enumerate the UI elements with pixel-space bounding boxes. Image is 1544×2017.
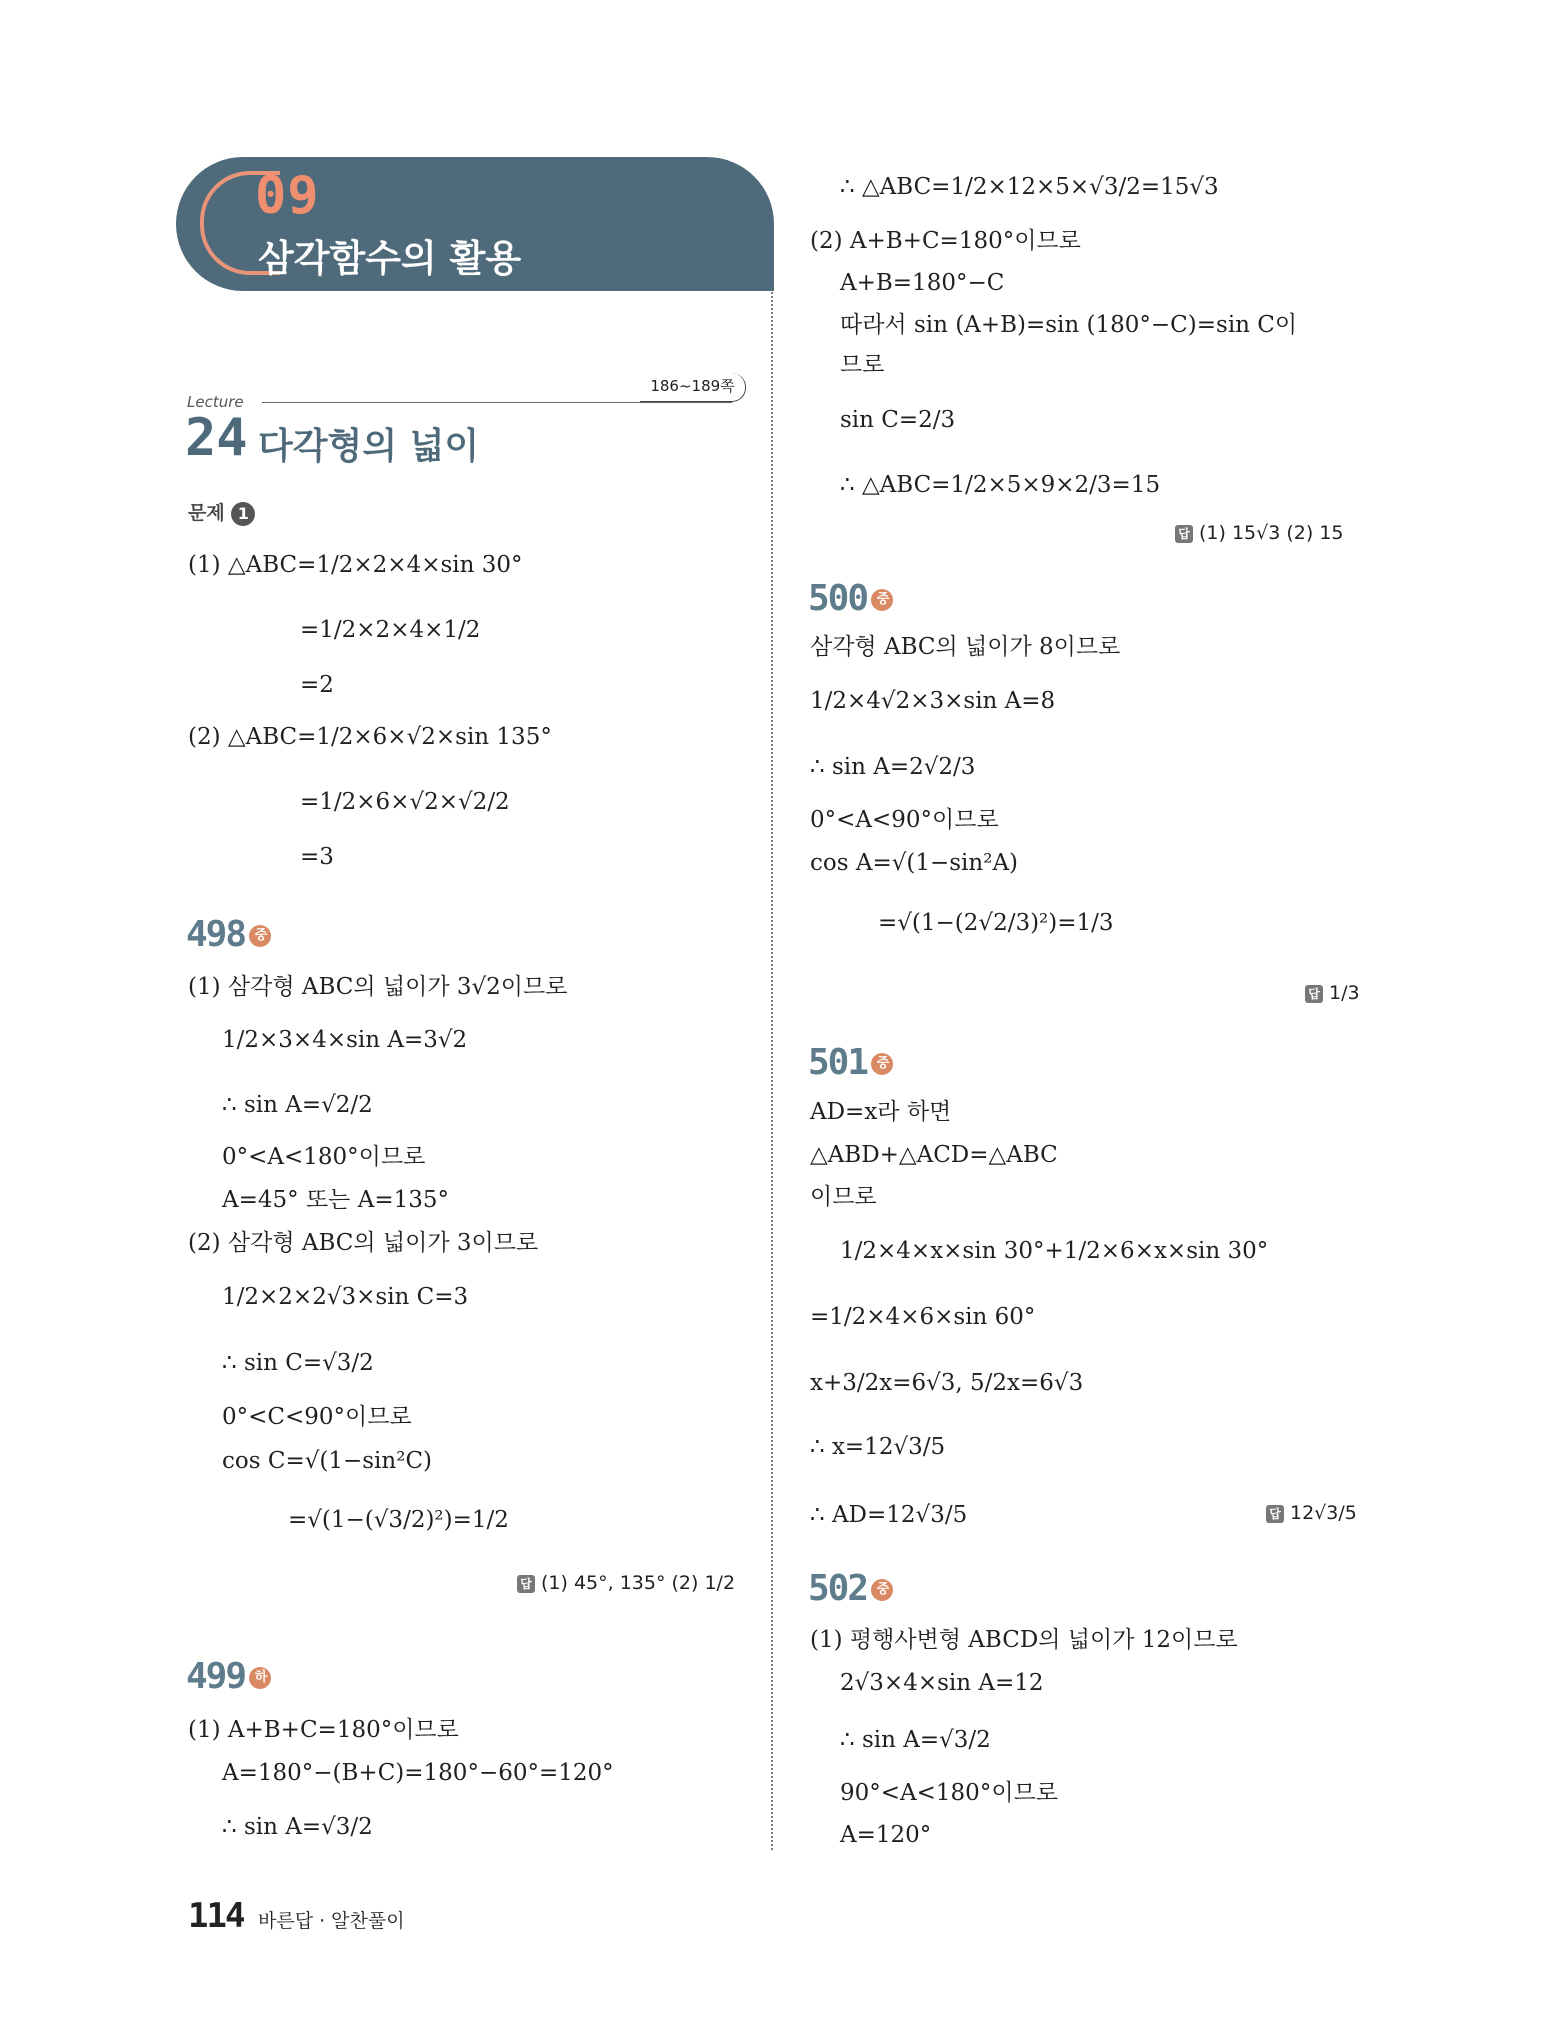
- problem-number-text: 500: [808, 578, 868, 619]
- problem-number: [808, 1042, 893, 1083]
- solution-line: ∴ sin C=√3/2: [222, 1350, 374, 1376]
- chapter-title: 삼각함수의 활용: [258, 237, 522, 280]
- problem-number: [808, 1568, 893, 1609]
- solution-line: ∴ △ABC=1/2×5×9×2/3=15: [840, 472, 1161, 498]
- solution-line: cos C=√(1−sin²C): [222, 1448, 433, 1474]
- solution-line: ∴ sin A=√3/2: [222, 1814, 373, 1840]
- solution-line: 이므로: [810, 1184, 877, 1210]
- solution-line: =√(1−(√3/2)²)=1/2: [288, 1507, 509, 1533]
- solution-line: x+3/2x=6√3, 5/2x=6√3: [810, 1370, 1084, 1396]
- solution-line: (1) 평행사변형 ABCD의 넓이가 12이므로: [810, 1627, 1238, 1653]
- problem-number-text: 502: [808, 1568, 868, 1609]
- problem-number-text: 501: [808, 1042, 868, 1083]
- solution-line: 1/2×4×x×sin 30°+1/2×6×x×sin 30°: [840, 1238, 1269, 1264]
- solution-line: =2: [300, 672, 334, 698]
- solution-line: =1/2×2×4×1/2: [300, 617, 481, 643]
- lecture-page-range: 186~189쪽: [640, 373, 746, 402]
- answer-mark: 답: [1305, 985, 1323, 1003]
- difficulty-badge: 중: [871, 589, 893, 611]
- solution-line: △ABD+△ACD=△ABC: [810, 1142, 1058, 1168]
- problem-number-badge: 1: [231, 502, 255, 526]
- solution-line: cos A=√(1−sin²A): [810, 850, 1019, 876]
- solution-line: ∴ sin A=√2/2: [222, 1092, 373, 1118]
- solution-line: ∴ △ABC=1/2×12×5×√3/2=15√3: [840, 174, 1219, 200]
- solution-line: (2) A+B+C=180°이므로: [810, 228, 1081, 254]
- problem-number: [808, 578, 893, 619]
- solution-line: ∴ sin A=2√2/3: [810, 754, 976, 780]
- difficulty-badge: 하: [249, 1667, 271, 1689]
- answer-text: (1) 15√3 (2) 15: [1199, 522, 1344, 544]
- answer-mark: 답: [1266, 1505, 1284, 1523]
- solution-line: A+B=180°−C: [840, 270, 1005, 296]
- solution-line: =1/2×6×√2×√2/2: [300, 789, 510, 815]
- solution-line: 따라서 sin (A+B)=sin (180°−C)=sin C이: [840, 312, 1298, 338]
- difficulty-badge: 중: [871, 1579, 893, 1601]
- solution-line: 1/2×4√2×3×sin A=8: [810, 688, 1056, 714]
- lecture-rule: [262, 402, 732, 403]
- solution-line: (2) △ABC=1/2×6×√2×sin 135°: [188, 724, 552, 750]
- solution-line: 므로: [840, 352, 885, 378]
- problem-number: [186, 1656, 271, 1697]
- solution-line: 0°<A<180°이므로: [222, 1144, 426, 1170]
- problem-number-text: 498: [186, 914, 246, 955]
- answer-text: 1/3: [1329, 982, 1360, 1004]
- solution-line: AD=x라 하면: [810, 1099, 952, 1125]
- solution-line: 1/2×3×4×sin A=3√2: [222, 1027, 468, 1053]
- answer-text: (1) 45°, 135° (2) 1/2: [541, 1572, 736, 1594]
- solution-line: (1) A+B+C=180°이므로: [188, 1717, 459, 1743]
- solution-line: ∴ sin A=√3/2: [840, 1727, 991, 1753]
- solution-line: ∴ x=12√3/5: [810, 1434, 946, 1460]
- lecture-number: 24: [185, 408, 248, 468]
- column-divider: [771, 292, 773, 1850]
- lecture-title: 다각형의 넓이: [258, 426, 480, 467]
- answer: [1266, 1502, 1357, 1524]
- page-footer-text: 바른답 · 알찬풀이: [258, 1910, 405, 1932]
- answer-text: 12√3/5: [1290, 1502, 1357, 1524]
- problem-number-text: 499: [186, 1656, 246, 1697]
- solution-line: (1) △ABC=1/2×2×4×sin 30°: [188, 552, 523, 578]
- page-number: 114: [188, 1896, 244, 1936]
- answer-mark: 답: [1175, 525, 1193, 543]
- solution-line: 1/2×2×2√3×sin C=3: [222, 1284, 469, 1310]
- solution-line: (1) 삼각형 ABC의 넓이가 3√2이므로: [188, 974, 568, 1000]
- lecture-word: Lecture: [187, 393, 244, 411]
- problem-label-text: 문제: [188, 502, 225, 524]
- solution-line: ∴ AD=12√3/5: [810, 1502, 968, 1528]
- solution-line: =3: [300, 844, 334, 870]
- problem-number: [186, 914, 271, 955]
- chapter-number: 09: [255, 166, 320, 226]
- solution-line: A=45° 또는 A=135°: [222, 1187, 449, 1213]
- problem-label: [188, 498, 255, 526]
- answer: [517, 1572, 735, 1594]
- solution-line: 0°<C<90°이므로: [222, 1404, 412, 1430]
- difficulty-badge: 중: [249, 925, 271, 947]
- solution-line: A=180°−(B+C)=180°−60°=120°: [222, 1760, 614, 1786]
- solution-line: sin C=2/3: [840, 407, 956, 433]
- solution-line: (2) 삼각형 ABC의 넓이가 3이므로: [188, 1230, 539, 1256]
- solution-line: =1/2×4×6×sin 60°: [810, 1304, 1036, 1330]
- solution-line: 0°<A<90°이므로: [810, 807, 999, 833]
- solution-line: =√(1−(2√2/3)²)=1/3: [878, 910, 1114, 936]
- solution-line: 90°<A<180°이므로: [840, 1780, 1058, 1806]
- difficulty-badge: 중: [871, 1053, 893, 1075]
- solution-line: A=120°: [840, 1822, 932, 1848]
- answer: [1305, 982, 1360, 1004]
- answer-mark: 답: [517, 1575, 535, 1593]
- solution-line: 삼각형 ABC의 넓이가 8이므로: [810, 634, 1121, 660]
- answer: [1175, 522, 1344, 544]
- solution-line: 2√3×4×sin A=12: [840, 1670, 1044, 1696]
